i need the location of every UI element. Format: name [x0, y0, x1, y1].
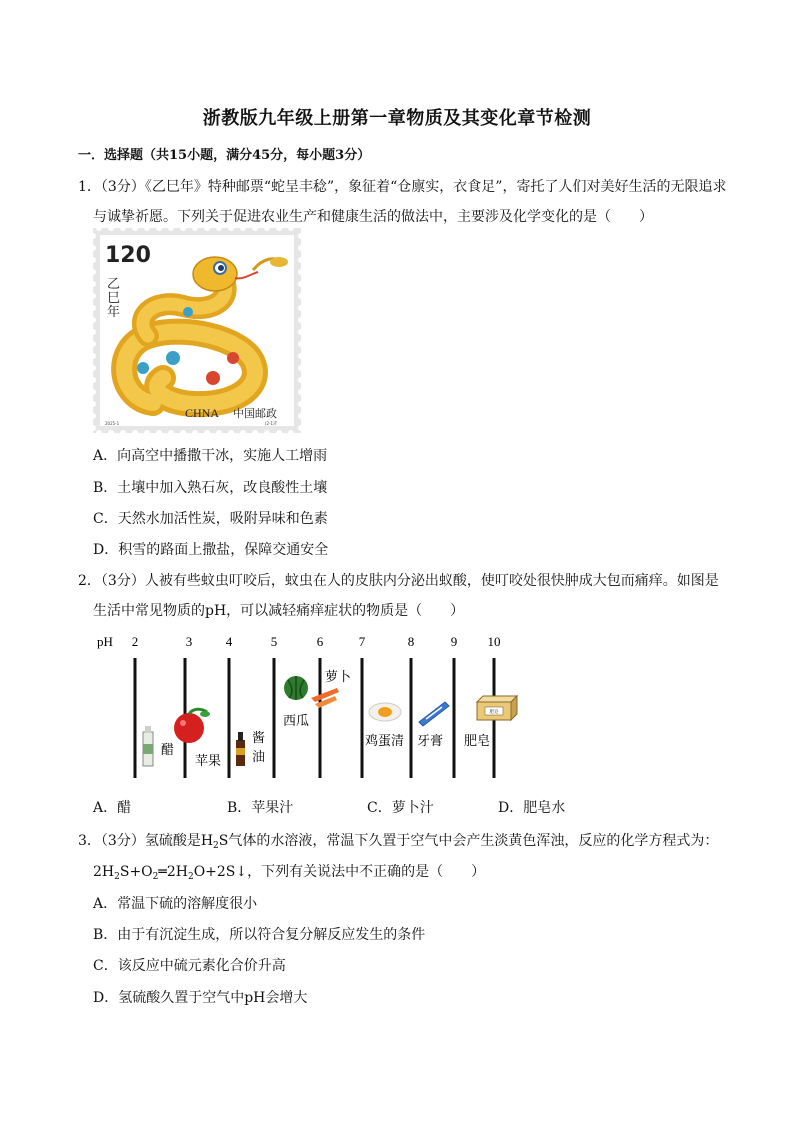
ph-scale-figure: [93, 628, 533, 788]
eq-part-4: ═2H: [158, 864, 188, 880]
q3-stem-part-b: S气体的水溶液，常温下久置于空气中会产生淡黄色浑浊，反应的化学方程式为：: [218, 833, 719, 849]
ph-tick-8: 8: [407, 634, 415, 649]
ph-tick-2: 2: [131, 634, 139, 649]
q3-option-a[interactable]: A．常温下硫的溶解度很小: [93, 896, 258, 912]
stamp-post: 中国邮政: [233, 407, 277, 420]
stamp-country: CHNA: [185, 406, 220, 420]
snake-stamp-image: [93, 228, 301, 433]
stamp-year-3: 年: [107, 305, 121, 320]
q1-stem-line2: 与诚挚祈愿。下列关于促进农业生产和健康生活的做法中，主要涉及化学变化的是（ ）: [93, 209, 653, 225]
q3-stem-sub: 2: [213, 841, 219, 851]
ph-tick-7: 7: [358, 634, 366, 649]
stamp-year-1: 乙: [107, 277, 121, 292]
eq-part-0: 2H: [93, 864, 115, 880]
ph-tick-5: 5: [270, 634, 278, 649]
label-watermelon: 西瓜: [283, 714, 310, 729]
label-vinegar: 醋: [161, 743, 175, 758]
q3-equation-line: [93, 861, 485, 882]
stamp-year-2: 巳: [107, 291, 121, 306]
stamp-graphic: [93, 228, 301, 433]
label-apple: 苹果: [195, 754, 222, 769]
egg-icon: [369, 703, 401, 721]
q1-option-c[interactable]: C．天然水加活性炭，吸附异味和色素: [93, 511, 328, 527]
label-radish: 萝卜: [325, 670, 352, 685]
section-heading: 一．选择题（共15小题，满分45分，每小题3分）: [78, 148, 371, 163]
watermelon-icon: [284, 676, 308, 700]
q3-stem-line1: [78, 830, 718, 851]
q2-option-c[interactable]: C．萝卜汁: [367, 800, 434, 816]
q3-stem-part-a: 3．（3分）氢硫酸是H: [78, 833, 214, 849]
label-egg-white: 鸡蛋清: [365, 734, 405, 749]
eq-part-6: O+2S↓，下列有关说法中不正确的是（ ）: [193, 864, 486, 880]
stamp-subserial: (2-1)T: [265, 421, 278, 426]
eq-part-2: S+O: [119, 864, 153, 880]
stamp-serial: 2025-1: [105, 421, 120, 426]
ph-tick-9: 9: [450, 634, 458, 649]
q1-option-a[interactable]: A．向高空中播撒干冰，实施人工增雨: [93, 448, 328, 464]
vinegar-bottle-icon: [143, 726, 153, 766]
toothpaste-icon: [419, 702, 449, 726]
q1-option-b[interactable]: B．土壤中加入熟石灰，改良酸性土壤: [93, 480, 328, 496]
stamp-value: 120: [105, 243, 151, 268]
q1-option-d[interactable]: D．积雪的路面上撒盐，保障交通安全: [93, 542, 329, 558]
apple-icon: [174, 709, 210, 743]
soap-box-label: 肥皂: [489, 710, 499, 715]
label-soap: 肥皂: [464, 734, 491, 749]
q2-stem-line2: 生活中常见物质的pH，可以减轻痛痒症状的物质是（ ）: [93, 603, 465, 619]
eq-sub-1: 2: [114, 872, 120, 882]
q3-option-b[interactable]: B．由于有沉淀生成，所以符合复分解反应发生的条件: [93, 927, 426, 943]
ph-tick-10: 10: [487, 634, 501, 649]
ph-axis-label: pH: [97, 634, 113, 649]
q2-stem-line1: 2．（3分）人被有些蚊虫叮咬后，蚊虫在人的皮肤内分泌出蚁酸，使叮咬处很快肿成大包而痛痒。如图是: [78, 573, 719, 589]
eq-sub-3: 2: [152, 872, 159, 882]
label-soy-1: 酱: [252, 731, 266, 746]
soap-box-icon: [477, 696, 517, 720]
ph-tick-3: 3: [185, 634, 193, 649]
q2-option-a[interactable]: A．醋: [93, 800, 132, 816]
label-soy-2: 油: [252, 750, 266, 765]
q3-option-c[interactable]: C．该反应中硫元素化合价升高: [93, 958, 286, 974]
radish-icon: [311, 688, 339, 708]
page-title: 浙教版九年级上册第一章物质及其变化章节检测: [202, 108, 592, 129]
ph-tick-6: 6: [316, 634, 324, 649]
q2-option-d[interactable]: D．肥皂水: [498, 800, 566, 816]
eq-sub-5: 2: [187, 872, 194, 882]
q3-option-d[interactable]: D．氢硫酸久置于空气中pH会增大: [93, 990, 308, 1006]
q1-stem-line1: 1．（3分）《乙巳年》特种邮票“蛇呈丰稔”，象征着“仓廪实，衣食足”，寄托了人们对美好生活的无限追求: [78, 179, 727, 195]
ph-scale-graphic: [93, 628, 533, 788]
ph-tick-4: 4: [225, 634, 233, 649]
label-toothpaste: 牙膏: [417, 734, 444, 749]
q2-option-b[interactable]: B．苹果汁: [227, 800, 294, 816]
soy-sauce-bottle-icon: [236, 732, 245, 766]
